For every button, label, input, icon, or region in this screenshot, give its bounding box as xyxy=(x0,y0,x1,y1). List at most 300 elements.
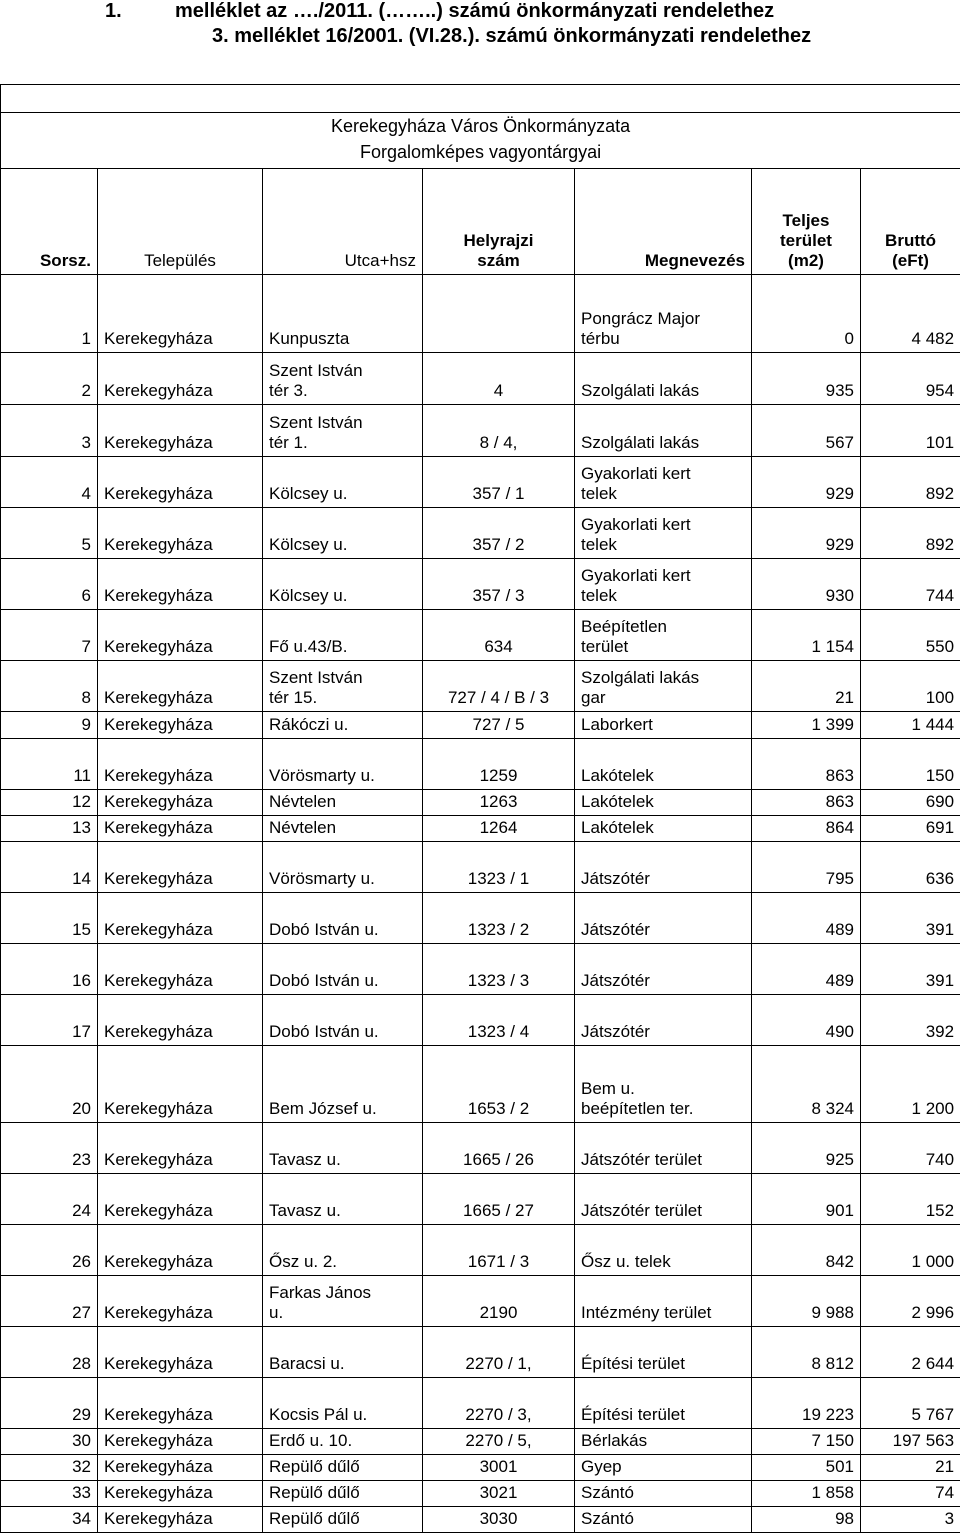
cell-utca xyxy=(263,842,423,893)
cell-utca-line: Fő u.43/B. xyxy=(269,637,416,657)
cell-megnevezes xyxy=(575,508,752,559)
cell-utca xyxy=(263,1455,423,1481)
cell-helyrajzi: 3001 xyxy=(423,1455,575,1481)
cell-brutto: 1 200 xyxy=(861,1046,960,1123)
cell-terulet: 935 xyxy=(752,353,861,405)
cell-megnevezes-line: Építési terület xyxy=(581,1354,745,1374)
cell-utca xyxy=(263,405,423,457)
table-row xyxy=(1,1507,960,1533)
cell-helyrajzi: 8 / 4, xyxy=(423,405,575,457)
cell-helyrajzi: 357 / 3 xyxy=(423,559,575,610)
cell-sorsz: 34 xyxy=(1,1507,98,1533)
cell-sorsz: 12 xyxy=(1,790,98,816)
cell-utca xyxy=(263,1225,423,1276)
cell-utca-line: Kölcsey u. xyxy=(269,535,416,555)
cell-megnevezes-line: Gyakorlati kert xyxy=(581,464,745,484)
cell-terulet: 901 xyxy=(752,1174,861,1225)
cell-utca-line: u. xyxy=(269,1303,416,1323)
cell-megnevezes xyxy=(575,1507,752,1533)
cell-terulet: 929 xyxy=(752,508,861,559)
cell-brutto: 21 xyxy=(861,1455,960,1481)
cell-megnevezes xyxy=(575,275,752,353)
cell-helyrajzi: 1323 / 3 xyxy=(423,944,575,995)
cell-megnevezes xyxy=(575,1429,752,1455)
cell-megnevezes xyxy=(575,739,752,790)
cell-utca-line: Farkas János xyxy=(269,1283,416,1303)
cell-brutto: 101 xyxy=(861,405,960,457)
cell-terulet: 21 xyxy=(752,661,861,712)
cell-megnevezes xyxy=(575,405,752,457)
cell-telepules: Kerekegyháza xyxy=(98,739,263,790)
cell-helyrajzi: 2270 / 3, xyxy=(423,1378,575,1429)
cell-brutto: 3 xyxy=(861,1507,960,1533)
table-title-line-2: Forgalomképes vagyontárgyai xyxy=(7,139,954,165)
cell-terulet: 863 xyxy=(752,739,861,790)
cell-telepules: Kerekegyháza xyxy=(98,1174,263,1225)
cell-megnevezes-line: Bem u. xyxy=(581,1079,745,1099)
cell-terulet: 19 223 xyxy=(752,1378,861,1429)
cell-telepules: Kerekegyháza xyxy=(98,1429,263,1455)
table-row xyxy=(1,1123,960,1174)
table-row xyxy=(1,275,960,353)
table-row xyxy=(1,1174,960,1225)
cell-terulet: 489 xyxy=(752,944,861,995)
cell-utca-line: Névtelen xyxy=(269,792,416,812)
cell-telepules: Kerekegyháza xyxy=(98,995,263,1046)
cell-terulet: 925 xyxy=(752,1123,861,1174)
cell-sorsz: 8 xyxy=(1,661,98,712)
document-heading-line-2: 3. melléklet 16/2001. (VI.28.). számú önkormányzati rendelethez xyxy=(212,25,811,48)
header-telepules: Település xyxy=(98,169,263,275)
cell-brutto: 392 xyxy=(861,995,960,1046)
cell-terulet: 0 xyxy=(752,275,861,353)
cell-telepules: Kerekegyháza xyxy=(98,1225,263,1276)
cell-sorsz: 28 xyxy=(1,1327,98,1378)
table-row xyxy=(1,1481,960,1507)
cell-utca-line: Erdő u. 10. xyxy=(269,1431,416,1451)
cell-megnevezes xyxy=(575,1046,752,1123)
cell-telepules: Kerekegyháza xyxy=(98,893,263,944)
cell-telepules: Kerekegyháza xyxy=(98,790,263,816)
cell-terulet: 1 858 xyxy=(752,1481,861,1507)
table-row xyxy=(1,944,960,995)
cell-sorsz: 23 xyxy=(1,1123,98,1174)
cell-utca-line: Tavasz u. xyxy=(269,1150,416,1170)
cell-sorsz: 13 xyxy=(1,816,98,842)
table-row xyxy=(1,790,960,816)
cell-utca-line: Szent István xyxy=(269,361,416,381)
cell-sorsz: 6 xyxy=(1,559,98,610)
cell-utca-line: Szent István xyxy=(269,668,416,688)
cell-telepules: Kerekegyháza xyxy=(98,1123,263,1174)
cell-megnevezes-line: térbu xyxy=(581,329,745,349)
header-sorsz: Sorsz. xyxy=(1,169,98,275)
cell-sorsz: 3 xyxy=(1,405,98,457)
header-terulet-line-2: terület xyxy=(758,231,854,251)
cell-brutto: 391 xyxy=(861,944,960,995)
table-row xyxy=(1,661,960,712)
cell-helyrajzi: 3030 xyxy=(423,1507,575,1533)
table-row xyxy=(1,508,960,559)
cell-telepules: Kerekegyháza xyxy=(98,712,263,739)
cell-megnevezes-line: Játszótér xyxy=(581,1022,745,1042)
cell-brutto: 2 644 xyxy=(861,1327,960,1378)
cell-brutto: 197 563 xyxy=(861,1429,960,1455)
cell-megnevezes-line: Építési terület xyxy=(581,1405,745,1425)
cell-megnevezes xyxy=(575,1225,752,1276)
cell-helyrajzi: 2190 xyxy=(423,1276,575,1327)
cell-megnevezes-line: telek xyxy=(581,484,745,504)
table-row xyxy=(1,816,960,842)
cell-sorsz: 15 xyxy=(1,893,98,944)
cell-megnevezes xyxy=(575,842,752,893)
cell-utca xyxy=(263,508,423,559)
cell-helyrajzi: 1665 / 27 xyxy=(423,1174,575,1225)
cell-megnevezes-line: Szántó xyxy=(581,1483,745,1503)
cell-utca xyxy=(263,1481,423,1507)
header-megnevezes: Megnevezés xyxy=(575,169,752,275)
table-row xyxy=(1,739,960,790)
cell-utca-line: Szent István xyxy=(269,413,416,433)
cell-terulet: 8 324 xyxy=(752,1046,861,1123)
cell-terulet: 489 xyxy=(752,893,861,944)
cell-telepules: Kerekegyháza xyxy=(98,508,263,559)
cell-helyrajzi: 357 / 2 xyxy=(423,508,575,559)
cell-megnevezes-line: Lakótelek xyxy=(581,792,745,812)
cell-utca-line: Dobó István u. xyxy=(269,920,416,940)
cell-utca-line: Dobó István u. xyxy=(269,1022,416,1042)
cell-utca-line: Tavasz u. xyxy=(269,1201,416,1221)
cell-utca xyxy=(263,816,423,842)
cell-utca xyxy=(263,1327,423,1378)
cell-terulet: 842 xyxy=(752,1225,861,1276)
cell-sorsz: 30 xyxy=(1,1429,98,1455)
cell-brutto: 954 xyxy=(861,353,960,405)
cell-megnevezes xyxy=(575,995,752,1046)
cell-megnevezes-line: telek xyxy=(581,535,745,555)
cell-brutto: 892 xyxy=(861,508,960,559)
cell-megnevezes-line: Szolgálati lakás xyxy=(581,668,745,688)
cell-telepules: Kerekegyháza xyxy=(98,944,263,995)
cell-brutto: 74 xyxy=(861,1481,960,1507)
cell-brutto: 5 767 xyxy=(861,1378,960,1429)
cell-terulet: 98 xyxy=(752,1507,861,1533)
cell-utca-line: Dobó István u. xyxy=(269,971,416,991)
cell-brutto: 4 482 xyxy=(861,275,960,353)
cell-megnevezes-line: Laborkert xyxy=(581,715,745,735)
cell-megnevezes xyxy=(575,790,752,816)
cell-brutto: 152 xyxy=(861,1174,960,1225)
cell-brutto: 690 xyxy=(861,790,960,816)
table-row xyxy=(1,457,960,508)
cell-terulet: 490 xyxy=(752,995,861,1046)
table-row xyxy=(1,353,960,405)
cell-utca-line: Baracsi u. xyxy=(269,1354,416,1374)
cell-utca-line: Kölcsey u. xyxy=(269,586,416,606)
header-utca: Utca+hsz xyxy=(263,169,423,275)
cell-utca-line: Kocsis Pál u. xyxy=(269,1405,416,1425)
cell-brutto: 1 000 xyxy=(861,1225,960,1276)
cell-helyrajzi: 1323 / 1 xyxy=(423,842,575,893)
table-row xyxy=(1,405,960,457)
cell-utca-line: Repülő dűlő xyxy=(269,1457,416,1477)
cell-utca xyxy=(263,275,423,353)
table-title-row xyxy=(1,113,960,169)
cell-megnevezes xyxy=(575,1123,752,1174)
cell-utca-line: Vörösmarty u. xyxy=(269,766,416,786)
cell-megnevezes-line: Szántó xyxy=(581,1509,745,1529)
cell-sorsz: 27 xyxy=(1,1276,98,1327)
table-row xyxy=(1,1378,960,1429)
cell-utca-line: Bem József u. xyxy=(269,1099,416,1119)
cell-telepules: Kerekegyháza xyxy=(98,1507,263,1533)
cell-brutto: 691 xyxy=(861,816,960,842)
cell-telepules: Kerekegyháza xyxy=(98,842,263,893)
cell-telepules: Kerekegyháza xyxy=(98,610,263,661)
annex-title: melléklet az …./2011. (……..) számú önkormányzati rendelethez xyxy=(175,0,774,23)
cell-utca-line: tér 1. xyxy=(269,433,416,453)
table-row xyxy=(1,1429,960,1455)
table-title xyxy=(1,113,960,169)
cell-helyrajzi: 1259 xyxy=(423,739,575,790)
header-helyrajzi-line-1: Helyrajzi xyxy=(429,231,568,251)
cell-utca-line: Vörösmarty u. xyxy=(269,869,416,889)
cell-utca-line: Rákóczi u. xyxy=(269,715,416,735)
table-row xyxy=(1,1225,960,1276)
cell-megnevezes-line: Lakótelek xyxy=(581,766,745,786)
cell-utca xyxy=(263,1507,423,1533)
cell-utca-line: Névtelen xyxy=(269,818,416,838)
table-row xyxy=(1,712,960,739)
cell-megnevezes-line: Gyakorlati kert xyxy=(581,566,745,586)
cell-telepules: Kerekegyháza xyxy=(98,1046,263,1123)
cell-terulet: 567 xyxy=(752,405,861,457)
cell-sorsz: 11 xyxy=(1,739,98,790)
cell-helyrajzi: 4 xyxy=(423,353,575,405)
cell-utca xyxy=(263,1429,423,1455)
cell-helyrajzi: 634 xyxy=(423,610,575,661)
cell-brutto: 150 xyxy=(861,739,960,790)
cell-utca xyxy=(263,995,423,1046)
cell-utca xyxy=(263,790,423,816)
cell-megnevezes-line: beépítetlen ter. xyxy=(581,1099,745,1119)
cell-brutto: 100 xyxy=(861,661,960,712)
cell-helyrajzi: 727 / 4 / B / 3 xyxy=(423,661,575,712)
cell-telepules: Kerekegyháza xyxy=(98,816,263,842)
cell-megnevezes xyxy=(575,712,752,739)
table-row xyxy=(1,559,960,610)
table-header-row xyxy=(1,169,960,275)
cell-sorsz: 2 xyxy=(1,353,98,405)
table-row xyxy=(1,610,960,661)
cell-utca xyxy=(263,661,423,712)
cell-megnevezes-line: Beépítetlen xyxy=(581,617,745,637)
cell-utca-line: Repülő dűlő xyxy=(269,1483,416,1503)
cell-sorsz: 17 xyxy=(1,995,98,1046)
cell-helyrajzi: 3021 xyxy=(423,1481,575,1507)
cell-megnevezes-line: telek xyxy=(581,586,745,606)
cell-brutto: 740 xyxy=(861,1123,960,1174)
cell-terulet: 1 399 xyxy=(752,712,861,739)
table-row xyxy=(1,995,960,1046)
cell-utca xyxy=(263,610,423,661)
cell-megnevezes-line: Lakótelek xyxy=(581,818,745,838)
header-terulet-line-1: Teljes xyxy=(758,211,854,231)
header-terulet xyxy=(752,169,861,275)
cell-megnevezes-line: Intézmény terület xyxy=(581,1303,745,1323)
cell-utca-line: Repülő dűlő xyxy=(269,1509,416,1529)
cell-helyrajzi: 2270 / 5, xyxy=(423,1429,575,1455)
cell-megnevezes-line: Bérlakás xyxy=(581,1431,745,1451)
table-row xyxy=(1,1046,960,1123)
cell-utca xyxy=(263,893,423,944)
cell-telepules: Kerekegyháza xyxy=(98,661,263,712)
cell-brutto: 391 xyxy=(861,893,960,944)
header-brutto xyxy=(861,169,960,275)
cell-helyrajzi: 1653 / 2 xyxy=(423,1046,575,1123)
cell-megnevezes-line: Játszótér terület xyxy=(581,1201,745,1221)
cell-megnevezes-line: Játszótér xyxy=(581,869,745,889)
cell-megnevezes xyxy=(575,457,752,508)
cell-terulet: 795 xyxy=(752,842,861,893)
cell-utca-line: Kölcsey u. xyxy=(269,484,416,504)
cell-terulet: 864 xyxy=(752,816,861,842)
cell-telepules: Kerekegyháza xyxy=(98,1455,263,1481)
cell-megnevezes-line: Gyakorlati kert xyxy=(581,515,745,535)
cell-telepules: Kerekegyháza xyxy=(98,353,263,405)
cell-brutto: 892 xyxy=(861,457,960,508)
cell-sorsz: 26 xyxy=(1,1225,98,1276)
header-terulet-line-3: (m2) xyxy=(758,251,854,271)
cell-utca-line: Ősz u. 2. xyxy=(269,1252,416,1272)
cell-brutto: 1 444 xyxy=(861,712,960,739)
cell-sorsz: 5 xyxy=(1,508,98,559)
cell-helyrajzi: 2270 / 1, xyxy=(423,1327,575,1378)
cell-megnevezes xyxy=(575,353,752,405)
cell-megnevezes-line: Szolgálati lakás xyxy=(581,433,745,453)
cell-utca xyxy=(263,1276,423,1327)
cell-utca-line: tér 15. xyxy=(269,688,416,708)
cell-sorsz: 7 xyxy=(1,610,98,661)
table-row xyxy=(1,893,960,944)
header-helyrajzi-line-2: szám xyxy=(429,251,568,271)
cell-megnevezes xyxy=(575,893,752,944)
cell-megnevezes-line: Játszótér terület xyxy=(581,1150,745,1170)
cell-megnevezes-line: Ősz u. telek xyxy=(581,1252,745,1272)
cell-utca-line: Kunpuszta xyxy=(269,329,416,349)
cell-helyrajzi: 727 / 5 xyxy=(423,712,575,739)
cell-helyrajzi: 1323 / 2 xyxy=(423,893,575,944)
cell-megnevezes xyxy=(575,1378,752,1429)
cell-utca xyxy=(263,1046,423,1123)
cell-telepules: Kerekegyháza xyxy=(98,1276,263,1327)
cell-telepules: Kerekegyháza xyxy=(98,275,263,353)
annex-number: 1. xyxy=(105,0,122,23)
cell-megnevezes xyxy=(575,944,752,995)
cell-utca xyxy=(263,457,423,508)
cell-utca-line: tér 3. xyxy=(269,381,416,401)
cell-helyrajzi: 1671 / 3 xyxy=(423,1225,575,1276)
cell-telepules: Kerekegyháza xyxy=(98,559,263,610)
cell-utca xyxy=(263,559,423,610)
cell-helyrajzi: 357 / 1 xyxy=(423,457,575,508)
cell-megnevezes-line: gar xyxy=(581,688,745,708)
cell-terulet: 8 812 xyxy=(752,1327,861,1378)
table-spacer-row xyxy=(1,85,960,113)
cell-utca xyxy=(263,739,423,790)
cell-megnevezes-line: Gyep xyxy=(581,1457,745,1477)
header-helyrajzi xyxy=(423,169,575,275)
cell-brutto: 550 xyxy=(861,610,960,661)
header-brutto-line-2: (eFt) xyxy=(867,251,954,271)
cell-brutto: 744 xyxy=(861,559,960,610)
cell-megnevezes-line: Szolgálati lakás xyxy=(581,381,745,401)
cell-terulet: 1 154 xyxy=(752,610,861,661)
cell-utca xyxy=(263,944,423,995)
cell-terulet: 9 988 xyxy=(752,1276,861,1327)
cell-terulet: 930 xyxy=(752,559,861,610)
spacer-cell xyxy=(1,85,960,113)
table-row xyxy=(1,1455,960,1481)
cell-megnevezes xyxy=(575,1276,752,1327)
cell-telepules: Kerekegyháza xyxy=(98,1327,263,1378)
cell-utca xyxy=(263,1123,423,1174)
cell-sorsz: 16 xyxy=(1,944,98,995)
cell-sorsz: 33 xyxy=(1,1481,98,1507)
cell-helyrajzi: 1263 xyxy=(423,790,575,816)
cell-megnevezes-line: Játszótér xyxy=(581,920,745,940)
table-row xyxy=(1,1276,960,1327)
cell-sorsz: 20 xyxy=(1,1046,98,1123)
cell-megnevezes xyxy=(575,816,752,842)
cell-sorsz: 4 xyxy=(1,457,98,508)
cell-helyrajzi: 1323 / 4 xyxy=(423,995,575,1046)
cell-megnevezes xyxy=(575,1327,752,1378)
cell-megnevezes xyxy=(575,1174,752,1225)
cell-terulet: 863 xyxy=(752,790,861,816)
cell-brutto: 636 xyxy=(861,842,960,893)
cell-utca xyxy=(263,712,423,739)
cell-brutto: 2 996 xyxy=(861,1276,960,1327)
cell-utca xyxy=(263,1378,423,1429)
cell-telepules: Kerekegyháza xyxy=(98,405,263,457)
cell-megnevezes xyxy=(575,1455,752,1481)
cell-terulet: 7 150 xyxy=(752,1429,861,1455)
cell-megnevezes xyxy=(575,661,752,712)
cell-sorsz: 9 xyxy=(1,712,98,739)
header-brutto-line-1: Bruttó xyxy=(867,231,954,251)
cell-utca xyxy=(263,1174,423,1225)
cell-sorsz: 24 xyxy=(1,1174,98,1225)
cell-helyrajzi xyxy=(423,275,575,353)
cell-megnevezes-line: terület xyxy=(581,637,745,657)
cell-megnevezes xyxy=(575,610,752,661)
table-row xyxy=(1,1327,960,1378)
cell-helyrajzi: 1665 / 26 xyxy=(423,1123,575,1174)
cell-sorsz: 32 xyxy=(1,1455,98,1481)
cell-terulet: 501 xyxy=(752,1455,861,1481)
cell-megnevezes-line: Játszótér xyxy=(581,971,745,991)
cell-utca xyxy=(263,353,423,405)
cell-megnevezes-line: Pongrácz Major xyxy=(581,309,745,329)
cell-terulet: 929 xyxy=(752,457,861,508)
table-row xyxy=(1,842,960,893)
cell-sorsz: 29 xyxy=(1,1378,98,1429)
cell-sorsz: 1 xyxy=(1,275,98,353)
cell-telepules: Kerekegyháza xyxy=(98,457,263,508)
cell-megnevezes xyxy=(575,559,752,610)
cell-telepules: Kerekegyháza xyxy=(98,1378,263,1429)
